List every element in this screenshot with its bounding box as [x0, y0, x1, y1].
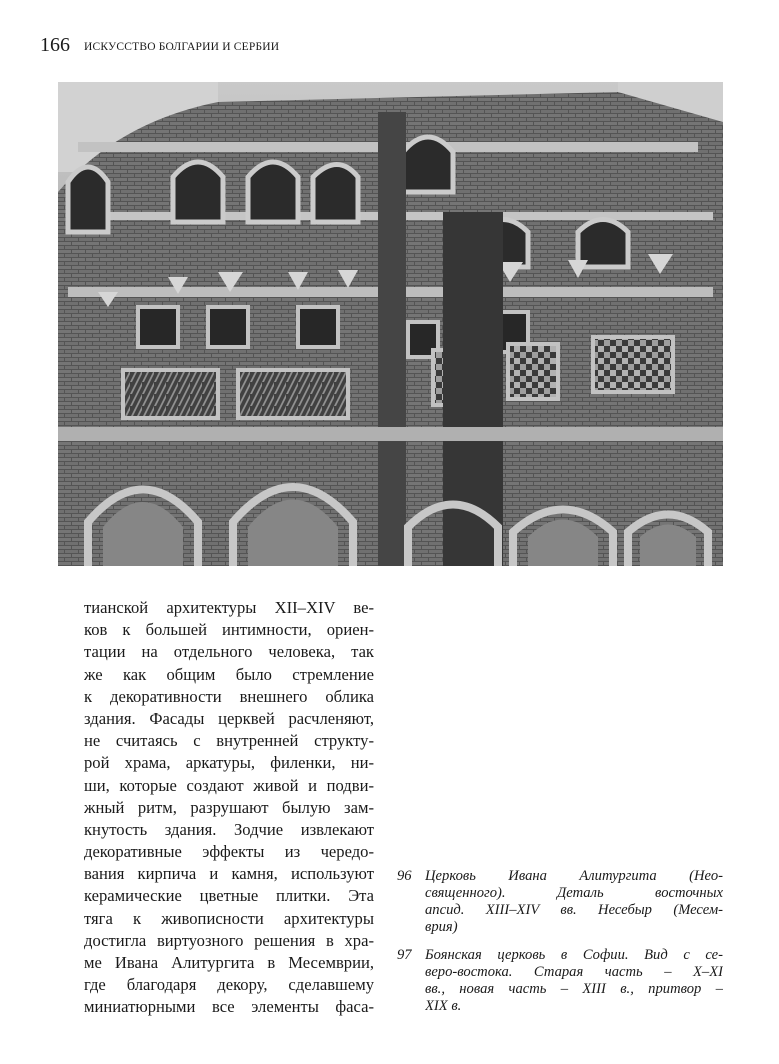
church-photo: [58, 82, 723, 566]
body-line: жный ритм, разрушают былую зам-: [84, 797, 374, 817]
caption-line: врия): [425, 919, 458, 935]
caption-number: 96: [397, 868, 412, 884]
body-line: вания кирпича и камня, используют: [84, 864, 374, 884]
body-line: кнутость здания. Зодчие извлекают: [84, 819, 374, 839]
caption-96: [397, 868, 723, 936]
caption-text: [425, 868, 723, 936]
caption-line: Церковь Ивана Алитургита (Нео-: [425, 868, 723, 884]
caption-line: XIX в.: [425, 998, 462, 1014]
body-line: ши, которые создают живой и подви-: [84, 775, 374, 795]
body-line: керамические цветные плитки. Эта: [84, 886, 374, 906]
body-text: [84, 597, 374, 1019]
body-line: же как общим было стремление: [84, 664, 374, 684]
body-line: ков к большей интимности, ориен-: [84, 620, 374, 640]
body-line: к декоративности внешнего облика: [84, 686, 374, 706]
caption-number: 97: [397, 947, 412, 963]
caption-97: [397, 947, 723, 1015]
caption-line: вв., новая часть – XIII в., притвор –: [425, 981, 723, 997]
body-line: достигла виртуозного решения в хра-: [84, 930, 374, 950]
body-line: рой храма, аркатуры, филенки, ни-: [84, 753, 374, 773]
caption-line: апсид. XIII–XIV вв. Несебыр (Месем-: [425, 902, 723, 918]
page-header: [40, 34, 279, 58]
running-title: ИСКУССТВО БОЛГАРИИ И СЕРБИИ: [84, 41, 280, 53]
body-line: миниатюрными все элементы фаса-: [84, 997, 374, 1017]
body-line: тианской архитектуры XII–XIV ве-: [84, 598, 374, 617]
church-photo-drawing: [58, 82, 723, 566]
figure-captions: [397, 868, 723, 1026]
body-line: декоративные эффекты из чередо-: [84, 842, 374, 862]
body-line: где благодаря декору, сделавшему: [84, 975, 374, 995]
body-line: тяга к живописности архитектуры: [84, 908, 374, 928]
body-line: тации на отдельного человека, так: [84, 642, 374, 662]
body-line: здания. Фасады церквей расчленяют,: [84, 708, 374, 728]
body-line: не считаясь с внутренней структу-: [84, 731, 374, 751]
caption-text: [425, 947, 723, 1015]
caption-line: священного). Деталь восточных: [425, 885, 723, 901]
body-line: ме Ивана Алитургита в Месемврии,: [84, 953, 374, 972]
caption-line: веро-востока. Старая часть – X–XI: [425, 964, 723, 980]
caption-line: Боянская церковь в Софии. Вид с се-: [425, 947, 723, 963]
page-number: 166: [40, 34, 70, 56]
